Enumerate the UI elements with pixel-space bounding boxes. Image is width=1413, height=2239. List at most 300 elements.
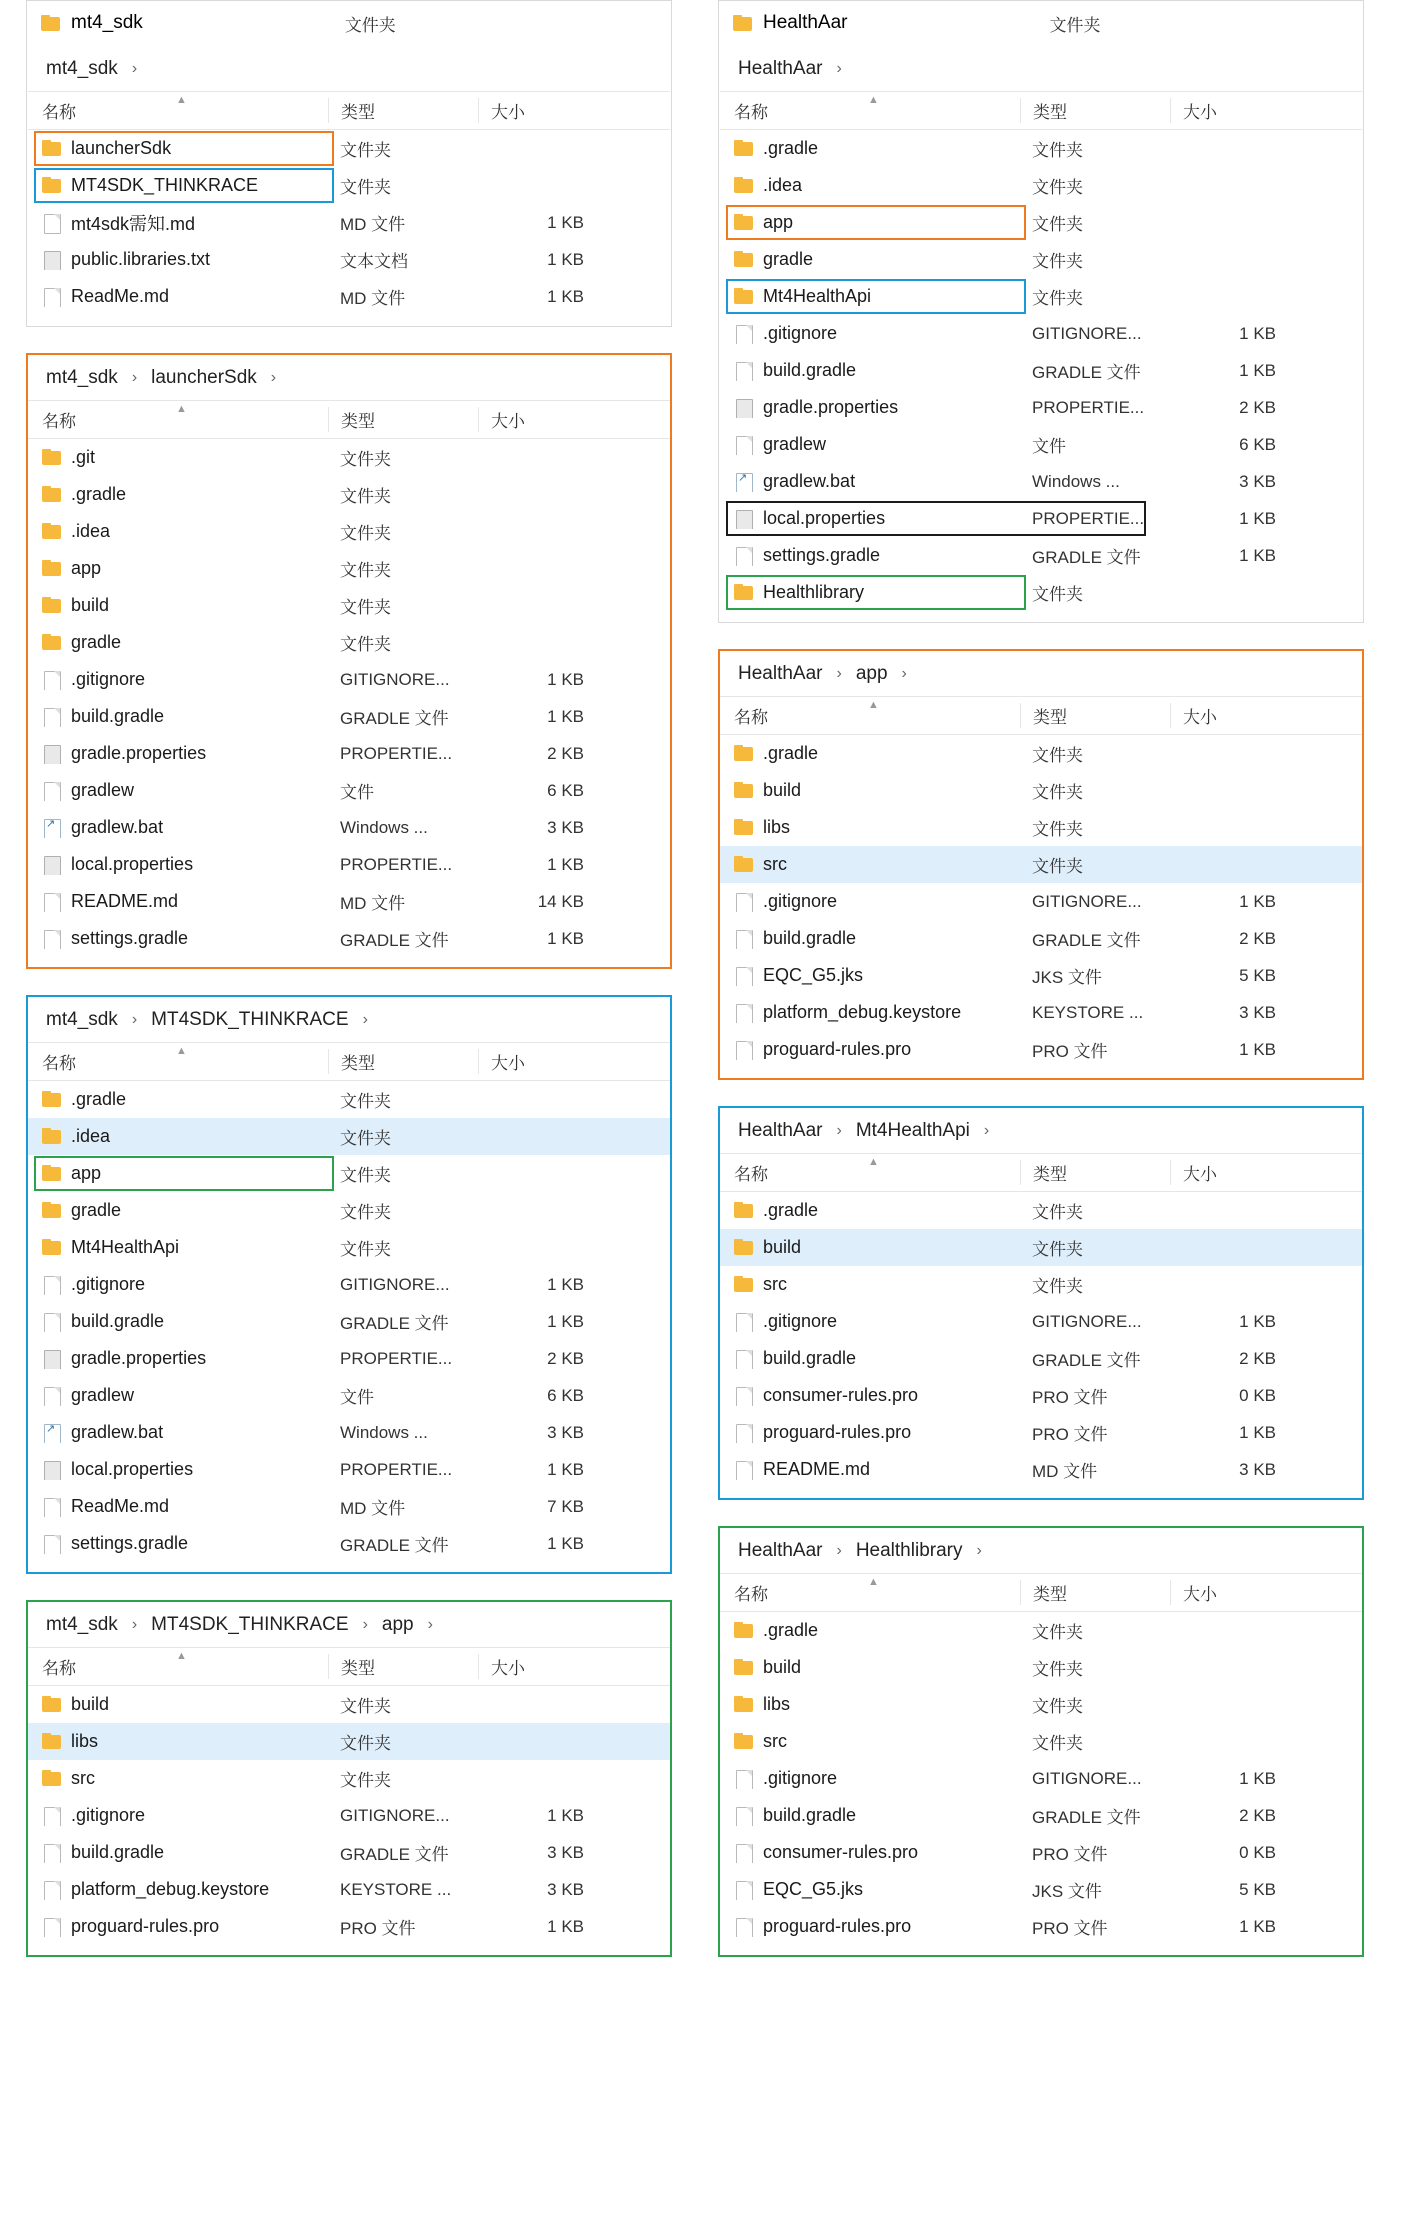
column-header-name[interactable]: 名称	[42, 412, 76, 431]
file-name-label: build.gradle	[71, 706, 165, 726]
file-name-cell	[28, 1311, 328, 1332]
table-row-wrapper	[28, 1266, 670, 1303]
file-type-cell: JKS 文件	[1032, 1882, 1102, 1901]
folder-icon	[42, 560, 62, 577]
file-icon	[42, 1807, 62, 1824]
table-row[interactable]	[28, 1871, 670, 1908]
file-type-cell: 文件夹	[340, 598, 391, 617]
file-type-cell: JKS 文件	[1032, 968, 1102, 987]
table-row[interactable]	[28, 1303, 670, 1340]
file-type-cell: PROPERTIE...	[340, 1348, 453, 1368]
file-icon	[42, 1276, 62, 1293]
table-row[interactable]	[28, 550, 670, 587]
table-row[interactable]	[28, 1525, 670, 1562]
file-name-label: .gitignore	[71, 1274, 146, 1294]
table-row[interactable]	[28, 735, 670, 772]
file-name-label: Mt4HealthApi	[71, 1237, 180, 1257]
file-size-cell: 1 KB	[547, 1533, 584, 1553]
file-name-cell	[720, 1237, 1020, 1258]
file-type-cell: PRO 文件	[1032, 1042, 1108, 1061]
file-name-cell	[720, 1385, 1020, 1406]
chevron-right-icon: ›	[131, 1615, 138, 1633]
column-header-name[interactable]: 名称	[734, 1585, 768, 1604]
file-size-cell: 3 KB	[1239, 1002, 1276, 1022]
table-row-wrapper	[28, 1414, 670, 1451]
file-type-cell: GRADLE 文件	[340, 1845, 449, 1864]
file-name-cell	[28, 521, 328, 542]
file-name-label: .gitignore	[763, 1311, 838, 1331]
table-row[interactable]	[720, 463, 1362, 500]
file-type-cell: Windows ...	[1032, 471, 1120, 491]
folder-icon	[42, 634, 62, 651]
table-row[interactable]	[28, 130, 670, 167]
table-row[interactable]	[28, 772, 670, 809]
file-name-cell	[720, 212, 1020, 233]
column-header-row	[28, 92, 670, 130]
table-row[interactable]	[28, 439, 670, 476]
table-row-wrapper	[720, 735, 1362, 772]
table-row[interactable]	[720, 994, 1362, 1031]
table-row[interactable]	[28, 1834, 670, 1871]
file-type-cell: 文件夹	[340, 178, 391, 197]
table-row-wrapper	[720, 1723, 1362, 1760]
table-row[interactable]	[720, 809, 1362, 846]
table-row[interactable]	[720, 352, 1362, 389]
table-row-wrapper	[28, 1155, 670, 1192]
bottom-spacer	[720, 1068, 1362, 1078]
table-row[interactable]	[28, 698, 670, 735]
file-type-cell: GITIGNORE...	[1032, 1311, 1142, 1331]
column-header-size[interactable]: 大小	[1170, 1580, 1290, 1605]
table-row[interactable]	[720, 957, 1362, 994]
table-row-wrapper	[720, 1871, 1362, 1908]
panel-title-row	[27, 1, 671, 45]
file-grey-icon	[42, 745, 62, 762]
table-row[interactable]	[720, 204, 1362, 241]
file-name-cell	[28, 595, 328, 616]
file-name-label: gradle	[71, 632, 122, 652]
table-row-wrapper	[28, 1340, 670, 1377]
column-header-row	[720, 1154, 1362, 1192]
table-row[interactable]	[720, 735, 1362, 772]
breadcrumb	[720, 1528, 1362, 1574]
file-name-label: gradle.properties	[763, 397, 899, 417]
file-name-label: .gitignore	[763, 1768, 838, 1788]
table-row-wrapper	[720, 1760, 1362, 1797]
table-row[interactable]	[720, 1649, 1362, 1686]
column-header-name[interactable]: 名称	[734, 1165, 768, 1184]
column-header-type[interactable]: 类型	[1020, 703, 1170, 728]
table-row-wrapper	[720, 1031, 1362, 1068]
table-row[interactable]	[720, 1908, 1362, 1945]
file-name-cell	[720, 1039, 1020, 1060]
chevron-right-icon: ›	[836, 1121, 842, 1139]
table-row[interactable]	[720, 1797, 1362, 1834]
breadcrumb-segment[interactable]: HealthAar	[738, 57, 823, 79]
file-name-label: proguard-rules.pro	[763, 1422, 912, 1442]
table-row[interactable]	[720, 574, 1362, 611]
folder-icon	[42, 449, 62, 466]
breadcrumb-segment[interactable]: app	[855, 662, 888, 684]
table-row[interactable]	[28, 587, 670, 624]
table-row-wrapper	[28, 1797, 670, 1834]
table-row-wrapper	[28, 1723, 670, 1760]
file-name-label: .git	[71, 447, 96, 467]
column-header-type[interactable]: 类型	[1020, 98, 1170, 123]
column-header-name[interactable]: 名称	[42, 1054, 76, 1073]
table-row-wrapper	[28, 1377, 670, 1414]
breadcrumb-segment[interactable]: HealthAar	[738, 1119, 823, 1141]
file-name-cell	[720, 1002, 1020, 1023]
file-explorer-card	[26, 353, 672, 969]
table-row[interactable]	[28, 920, 670, 957]
table-row[interactable]	[28, 278, 670, 315]
folder-icon	[42, 1733, 62, 1750]
file-icon	[734, 1918, 754, 1935]
table-row-wrapper	[28, 1834, 670, 1871]
file-type-cell: 文件夹	[340, 561, 391, 580]
file-type-cell: PRO 文件	[1032, 1919, 1108, 1938]
breadcrumb	[28, 355, 670, 401]
file-grey-icon	[42, 251, 62, 268]
table-row-wrapper	[28, 241, 670, 278]
folder-icon	[734, 140, 754, 157]
file-name-label: settings.gradle	[71, 1533, 189, 1553]
file-type-cell: GRADLE 文件	[1032, 931, 1141, 950]
column-header-type[interactable]: 类型	[328, 1654, 478, 1679]
file-type-cell: 文件夹	[1032, 1240, 1083, 1259]
file-name-cell	[720, 928, 1020, 949]
breadcrumb-segment[interactable]: Healthlibrary	[855, 1539, 963, 1561]
file-type-cell: GRADLE 文件	[1032, 1351, 1141, 1370]
column-header-type[interactable]: 类型	[328, 1049, 478, 1074]
table-row[interactable]	[720, 167, 1362, 204]
column-header-name[interactable]: 名称	[734, 708, 768, 727]
file-name-cell	[720, 1348, 1020, 1369]
table-row[interactable]	[28, 1377, 670, 1414]
file-name-cell	[28, 484, 328, 505]
table-row[interactable]	[28, 167, 670, 204]
file-icon	[42, 1387, 62, 1404]
table-row[interactable]	[720, 130, 1362, 167]
table-row[interactable]	[28, 1723, 670, 1760]
table-row[interactable]	[28, 1760, 670, 1797]
file-name-cell	[720, 508, 1020, 529]
file-type-cell: GRADLE 文件	[340, 1536, 449, 1555]
table-row[interactable]	[720, 426, 1362, 463]
file-size-cell: 6 KB	[547, 1385, 584, 1405]
file-type-cell: 文件夹	[1032, 1203, 1083, 1222]
folder-icon	[42, 597, 62, 614]
file-size-cell: 3 KB	[547, 1879, 584, 1899]
file-name-cell	[720, 891, 1020, 912]
file-size-cell: 3 KB	[547, 1422, 584, 1442]
file-name-cell	[720, 138, 1020, 159]
file-size-cell: 5 KB	[1239, 1879, 1276, 1899]
file-name-label: .gitignore	[71, 1805, 146, 1825]
file-icon	[42, 1844, 62, 1861]
file-size-cell: 1 KB	[547, 706, 584, 726]
breadcrumb-segment[interactable]: MT4SDK_THINKRACE	[151, 1613, 349, 1635]
file-explorer-card	[27, 45, 671, 326]
table-row[interactable]	[28, 513, 670, 550]
table-row[interactable]	[28, 1686, 670, 1723]
column-header-type[interactable]: 类型	[328, 98, 478, 123]
file-icon	[734, 1770, 754, 1787]
table-row[interactable]	[720, 920, 1362, 957]
table-row[interactable]	[28, 1451, 670, 1488]
file-type-cell: PROPERTIE...	[340, 1459, 453, 1479]
folder-icon	[42, 486, 62, 503]
table-row[interactable]	[28, 1081, 670, 1118]
table-row[interactable]	[720, 1414, 1362, 1451]
table-row[interactable]	[28, 241, 670, 278]
table-row[interactable]	[28, 1488, 670, 1525]
file-size-cell: 2 KB	[1239, 1348, 1276, 1368]
breadcrumb-segment[interactable]: HealthAar	[738, 1539, 823, 1561]
file-name-cell	[720, 1731, 1020, 1752]
folder-icon	[42, 1696, 62, 1713]
table-row[interactable]	[28, 1266, 670, 1303]
table-row[interactable]	[720, 389, 1362, 426]
file-name-cell	[720, 582, 1020, 603]
file-name-cell	[28, 1459, 328, 1480]
column-header-type[interactable]: 类型	[328, 407, 478, 432]
file-name-label: gradlew.bat	[763, 471, 856, 491]
folder-icon	[42, 1091, 62, 1108]
bottom-spacer	[28, 957, 670, 967]
file-type-cell: PROPERTIE...	[340, 854, 453, 874]
table-row[interactable]	[720, 241, 1362, 278]
file-name-label: gradlew	[71, 1385, 135, 1405]
breadcrumb-segment[interactable]: mt4_sdk	[46, 1613, 118, 1635]
file-name-label: build	[763, 780, 802, 800]
file-name-label: gradle	[763, 249, 814, 269]
table-row[interactable]	[720, 278, 1362, 315]
table-row-wrapper	[720, 1612, 1362, 1649]
sort-caret-icon: ▲	[868, 1576, 879, 1588]
breadcrumb-segment[interactable]: app	[381, 1613, 414, 1635]
table-row[interactable]	[28, 624, 670, 661]
table-row[interactable]	[720, 537, 1362, 574]
file-name-cell	[720, 434, 1020, 455]
file-name-label: src	[763, 1731, 787, 1751]
file-name-label: ReadMe.md	[71, 1496, 170, 1516]
table-row[interactable]	[28, 809, 670, 846]
file-type-cell: GITIGNORE...	[340, 1274, 450, 1294]
sort-caret-icon: ▲	[176, 1045, 187, 1057]
breadcrumb-segment[interactable]: Mt4HealthApi	[855, 1119, 970, 1141]
file-name-cell	[28, 175, 328, 196]
table-row[interactable]	[720, 1377, 1362, 1414]
file-type-cell: 文件夹	[1032, 820, 1083, 839]
file-name-cell	[720, 1422, 1020, 1443]
file-icon	[734, 325, 754, 342]
breadcrumb-segment[interactable]: launcherSdk	[151, 366, 257, 388]
file-icon	[42, 893, 62, 910]
table-row[interactable]	[720, 1686, 1362, 1723]
table-row-wrapper	[720, 1797, 1362, 1834]
file-name-label: local.properties	[71, 1459, 194, 1479]
table-row-wrapper	[720, 1303, 1362, 1340]
column-header-size[interactable]: 大小	[478, 1654, 598, 1679]
table-row[interactable]	[28, 1155, 670, 1192]
column-header-type[interactable]: 类型	[1020, 1580, 1170, 1605]
column-header-row	[28, 1648, 670, 1686]
table-row-wrapper	[720, 1686, 1362, 1723]
file-type-cell: 文件夹	[340, 1771, 391, 1790]
table-row[interactable]	[720, 1612, 1362, 1649]
table-row[interactable]	[28, 1118, 670, 1155]
explorer-panel	[26, 0, 672, 327]
table-row[interactable]	[28, 1340, 670, 1377]
file-size-cell: 1 KB	[547, 928, 584, 948]
breadcrumb-segment[interactable]: mt4_sdk	[46, 57, 118, 79]
table-row[interactable]	[720, 1760, 1362, 1797]
table-row[interactable]	[720, 1266, 1362, 1303]
table-row-wrapper	[720, 204, 1362, 241]
file-name-cell	[28, 210, 328, 236]
file-name-cell	[28, 558, 328, 579]
column-header-size[interactable]: 大小	[478, 407, 598, 432]
column-header-type[interactable]: 类型	[1020, 1160, 1170, 1185]
table-row[interactable]	[28, 1908, 670, 1945]
file-size-cell: 1 KB	[1239, 1039, 1276, 1059]
table-row-wrapper	[28, 1871, 670, 1908]
column-header-size[interactable]: 大小	[478, 1049, 598, 1074]
file-name-cell	[720, 471, 1020, 492]
table-row[interactable]	[720, 1031, 1362, 1068]
file-type-cell: 文件夹	[340, 1129, 391, 1148]
table-row-wrapper	[28, 1488, 670, 1525]
breadcrumb-segment[interactable]: MT4SDK_THINKRACE	[151, 1008, 349, 1030]
file-name-label: build	[763, 1237, 802, 1257]
table-row[interactable]	[28, 661, 670, 698]
file-type-cell: PRO 文件	[1032, 1425, 1108, 1444]
file-name-cell	[720, 545, 1020, 566]
file-name-label: build.gradle	[71, 1311, 165, 1331]
column-header-size[interactable]: 大小	[1170, 1160, 1290, 1185]
table-row[interactable]	[720, 500, 1362, 537]
table-row-wrapper	[720, 1266, 1362, 1303]
breadcrumb-segment[interactable]: mt4_sdk	[46, 366, 118, 388]
file-grey-icon	[734, 510, 754, 527]
file-explorer-card	[718, 1526, 1364, 1957]
file-type-cell: GRADLE 文件	[340, 1314, 449, 1333]
file-name-cell	[28, 632, 328, 653]
table-row[interactable]	[720, 1834, 1362, 1871]
file-type-cell: 文件夹	[1032, 252, 1083, 271]
panel-title-type: 文件夹	[1049, 15, 1101, 35]
file-size-cell: 6 KB	[547, 780, 584, 800]
table-row[interactable]	[720, 315, 1362, 352]
breadcrumb-segment[interactable]: HealthAar	[738, 662, 823, 684]
file-name-label: build.gradle	[763, 1805, 857, 1825]
file-name-label: .gitignore	[71, 669, 146, 689]
table-row-wrapper	[720, 1377, 1362, 1414]
table-row[interactable]	[720, 1192, 1362, 1229]
file-name-cell	[720, 743, 1020, 764]
explorer-wrapper	[26, 995, 672, 1574]
file-name-label: app	[71, 558, 102, 578]
table-row-wrapper	[28, 476, 670, 513]
breadcrumb-segment[interactable]: mt4_sdk	[46, 1008, 118, 1030]
table-row[interactable]	[720, 883, 1362, 920]
file-name-label: platform_debug.keystore	[763, 1002, 962, 1022]
table-row[interactable]	[28, 204, 670, 241]
file-type-cell: 文件夹	[340, 1166, 391, 1185]
column-header-name[interactable]: 名称	[42, 103, 76, 122]
file-name-label: ReadMe.md	[71, 286, 170, 306]
table-row[interactable]	[28, 846, 670, 883]
column-header-name[interactable]: 名称	[42, 1659, 76, 1678]
table-row[interactable]	[720, 1871, 1362, 1908]
table-row-wrapper	[720, 426, 1362, 463]
table-row-wrapper	[720, 130, 1362, 167]
column-header-size[interactable]: 大小	[478, 98, 598, 123]
file-icon	[42, 1313, 62, 1330]
table-row[interactable]	[720, 1303, 1362, 1340]
column-header-name[interactable]: 名称	[734, 103, 768, 122]
table-row-wrapper	[28, 920, 670, 957]
file-type-cell: 文件夹	[340, 1092, 391, 1111]
file-size-cell: 1 KB	[547, 249, 584, 269]
table-row[interactable]	[720, 1340, 1362, 1377]
file-type-cell: 文件夹	[1032, 857, 1083, 876]
table-row[interactable]	[720, 772, 1362, 809]
file-type-cell: GRADLE 文件	[1032, 548, 1141, 567]
file-type-cell: 文件夹	[1032, 1734, 1083, 1753]
column-header-size[interactable]: 大小	[1170, 98, 1290, 123]
file-size-cell: 2 KB	[547, 743, 584, 763]
table-row-wrapper	[28, 513, 670, 550]
file-grey-icon	[42, 856, 62, 873]
table-row[interactable]	[28, 1229, 670, 1266]
table-row[interactable]	[28, 1192, 670, 1229]
file-name-label: proguard-rules.pro	[71, 1916, 220, 1936]
file-icon	[42, 782, 62, 799]
chevron-right-icon: ›	[131, 368, 138, 386]
file-name-cell	[720, 249, 1020, 270]
file-name-label: gradle.properties	[71, 743, 207, 763]
table-row[interactable]	[28, 883, 670, 920]
table-row[interactable]	[28, 476, 670, 513]
table-row-wrapper	[720, 1649, 1362, 1686]
folder-icon	[734, 584, 754, 601]
folder-icon	[42, 1202, 62, 1219]
column-header-size[interactable]: 大小	[1170, 703, 1290, 728]
file-size-cell: 1 KB	[1239, 891, 1276, 911]
file-size-cell: 1 KB	[547, 1311, 584, 1331]
file-icon	[734, 1807, 754, 1824]
table-row[interactable]	[28, 1414, 670, 1451]
table-row[interactable]	[28, 1797, 670, 1834]
table-row[interactable]	[720, 1229, 1362, 1266]
table-row-wrapper	[28, 167, 670, 204]
file-type-cell: KEYSTORE ...	[340, 1879, 452, 1899]
file-type-cell: 文件夹	[1032, 1697, 1083, 1716]
file-name-cell	[28, 1126, 328, 1147]
table-row[interactable]	[720, 1451, 1362, 1488]
folder-icon	[42, 177, 62, 194]
table-row[interactable]	[720, 846, 1362, 883]
file-name-label: build.gradle	[763, 360, 857, 380]
table-row[interactable]	[720, 1723, 1362, 1760]
file-type-cell: MD 文件	[340, 894, 406, 913]
file-size-cell: 3 KB	[1239, 1459, 1276, 1479]
file-type-cell: 文件夹	[340, 524, 391, 543]
file-size-cell: 1 KB	[1239, 1768, 1276, 1788]
